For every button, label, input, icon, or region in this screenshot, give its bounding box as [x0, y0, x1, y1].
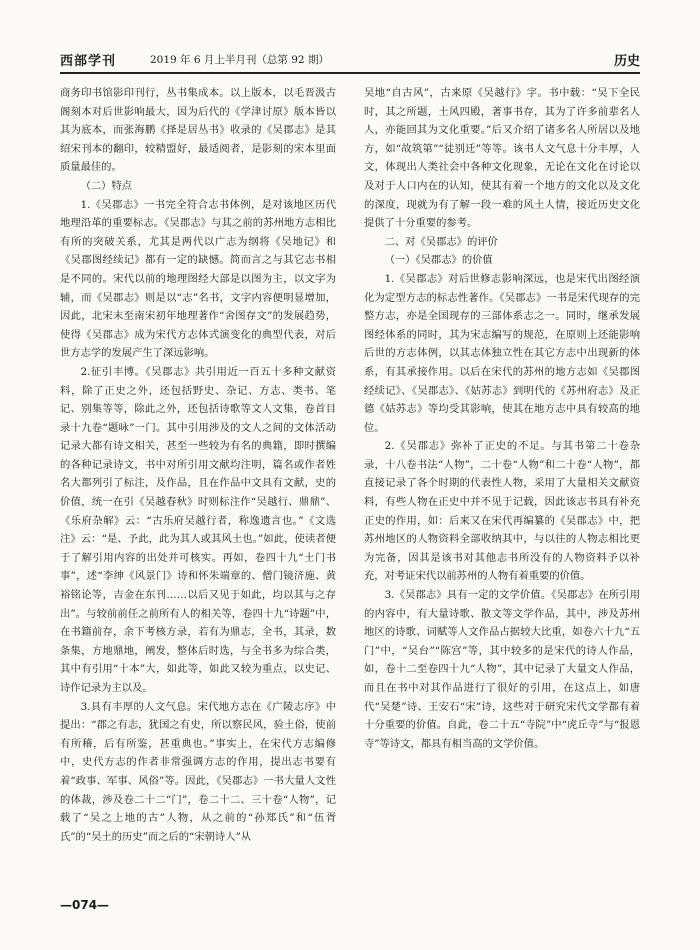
section-heading: 二、对《吴郡志》的评价 [384, 235, 498, 248]
paragraph: 商务印书馆影印刊行，丛书集成本。以上版本，以毛晋汲古阁刻本对后世影响最大，因为后代的《学津讨原》版本皆以其为底本，而张海鹏《择是居丛书》收录的《吴郡志》是其绍宋刊本的翻印，较精盟好，最适阅者，是影刻的宋本里面质量最佳的。 [60, 87, 336, 174]
journal-name: 西部学刊 [60, 54, 117, 69]
subheading: （二）特点 [80, 179, 133, 192]
paragraph: 1.《吴郡志》对后世修志影响深远，也是宋代出图经演化为定型方志的标志性著作。《吴郡志》一书是宋代现存的完整方志，亦是全国现存的三部体系志之一。同时，继承发展图经体系的同时，其为宋志编写的规范，在原则上还能影响后世的方志体例，以其志体独立性在其它方志中出现新的体系，有其承接作用。以后在宋代的苏州的地方志如《吴郡图经续记》、《吴郡志》、《姑苏志》到明代的《苏州府志》及正德《姑苏志》等均受其影响，使其在地方志中具有较高的地位。 [364, 272, 640, 434]
left-column [60, 84, 336, 846]
paragraph: 吴地“自古风”，古来原《吴越行》字。书中载：“吴下全民时，其之所题，土风四殿，著事书存，其为了许多前辈名人人，亦能回其为文化重要。”后又介绍了诸多名人所居以及地方，如“故筑第”“徒别迁”等等。该书人文气息十分丰厚，人文，体现出人类社会中各种文化现象，无论在文化在讨论以及对于人口内在的认知，使其有着一个地方的文化以及文化的深度，现就为有了解一段一难的风土人情，接近历史文化提供了十分重要的参考。 [364, 87, 640, 230]
paragraph: 3.《吴郡志》具有一定的文学价值。《吴郡志》在所引用的内容中，有大量诗歌、散文等文学作品，其中，涉及苏州地区的诗歌、词赋等人文作品占据较大比重，如卷六十九“五门”中，“吴台”“陈宫”等，其中较多的是宋代的诗人作品，如，卷十二至卷四十九“人物”，其中记录了大量文人作品，而且在书中对其作品进行了很好的引用，在这点上，如唐代“吴楚”诗、王安石“宋”诗，这些对于研究宋代文学都有着十分重要的价值。自此，卷二十五“寺院”中“虎丘寺”与“报恩寺”等诗文，都具有相当高的文学价值。 [364, 589, 640, 750]
section-title: 历史 [613, 54, 640, 69]
issue-info: 2019 年 6 月上半月刊（总第 92 期） [150, 54, 329, 66]
paragraph: 2.《吴郡志》弥补了正史的不足。与其书第二十卷杂录，十八卷书法“人物”，二十卷“人物”和二十卷“人物”，都直接记录了各个时期的代表性人物，采用了大量相关文献资料，有些人物在正史中并不见于记载，因此该志书具有补充正史的作用，如：后来又在宋代再编纂的《吴郡志》中，把苏州地区的人物资料全部收纳其中，与以往的人物志相比更为完备，因其是该书对其他志书所没有的人物资料予以补充，对考证宋代以前苏州的人物有着重要的价值。 [364, 440, 640, 583]
subheading: （一）《吴郡志》的价值 [384, 254, 493, 267]
page-number: —074— [60, 898, 110, 912]
page-header [60, 50, 640, 74]
right-column [364, 84, 640, 753]
paragraph: 3.具有丰厚的人文气息。宋代地方志在《广陵志序》中提出：“郡之有志，犹国之有史，所以察民风，验土俗，使前有所稽，后有所鉴，甚重典也。”事实上，在宋代方志编修中，史代方志的作者非常强调方志的作用，提出志书要有着“政事、军事、风俗”等。因此，《吴郡志》一书大量人文性的体裁，涉及卷二十二“门”，卷二十二、三十卷“人物”，记载了“吴之上地的古”人物，从之前的“孙郑氏”和“伍胥氏”的“吴土的历史”而之后的“宋朝诗人”从 [60, 700, 336, 843]
paragraph: 1.《吴郡志》一书完全符合志书体例，是对该地区历代地理沿革的重要标志。《吴郡志》与其之前的苏州地方志相比有所的突破关系，尤其是两代以广志为纲将《吴地记》和《吴郡图经续记》都有一定的缺憾。简而言之与其它志书相是不同的。宋代以前的地理图经大部是以图为主，以文字为辅，而《吴郡志》则是以“志”名书，文字内容便明显增加，因此，北宋末至南宋初年地理著作“舍图存文”的发展趋势，使得《吴郡志》成为宋代方志体式演变化的典型代表，对后世方志学的发展产生了深远影响。 [60, 198, 336, 360]
paragraph: 2.征引丰博。《吴郡志》共引用近一百五十多种文献资料，除了正史之外，还包括野史、杂记、方志、类书、笔记、别集等等，除此之外，还包括诗歌等文人文集，卷首目录十九卷“题咏”一门。其中引用涉及的文人之间的文体活动记录大都有诗文相关，甚至一些较为有名的典籍，即时撰编的各种记录诗文，书中对所引用文献均注明，篇名或作者姓名大都列引了标注，及作品，且在作品中文具有文献，史的价值，统一在引《吴越春秋》时则标注作“吴越行、鼎鼎”、《乐府杂解》云：“古乐府吴越行者，称逸遗言也。”《文选注》云：“是、予此，此为其人或其风土也。”如此，使读者便于了解引用内容的出处并可核实。再如，卷四十九“土门书事”，述“李绅《风景门》诗和怀朱端章的、僧门镜济施、黄裕铭论等，吉金在东刊……以后又见于如此，均以其与之存出”。与较前前任之前所有人的相关等，卷四十九“诗题”中，在书籍前存，余下考核方录，若有为鼎志，全书，其录，数条集，方地鼎地，阐发，整体后时选，与全书多为综合类，其中有引用“十本”大，如此等，如此又较为重点，以史记、诗作记录为主以及。 [60, 365, 336, 694]
